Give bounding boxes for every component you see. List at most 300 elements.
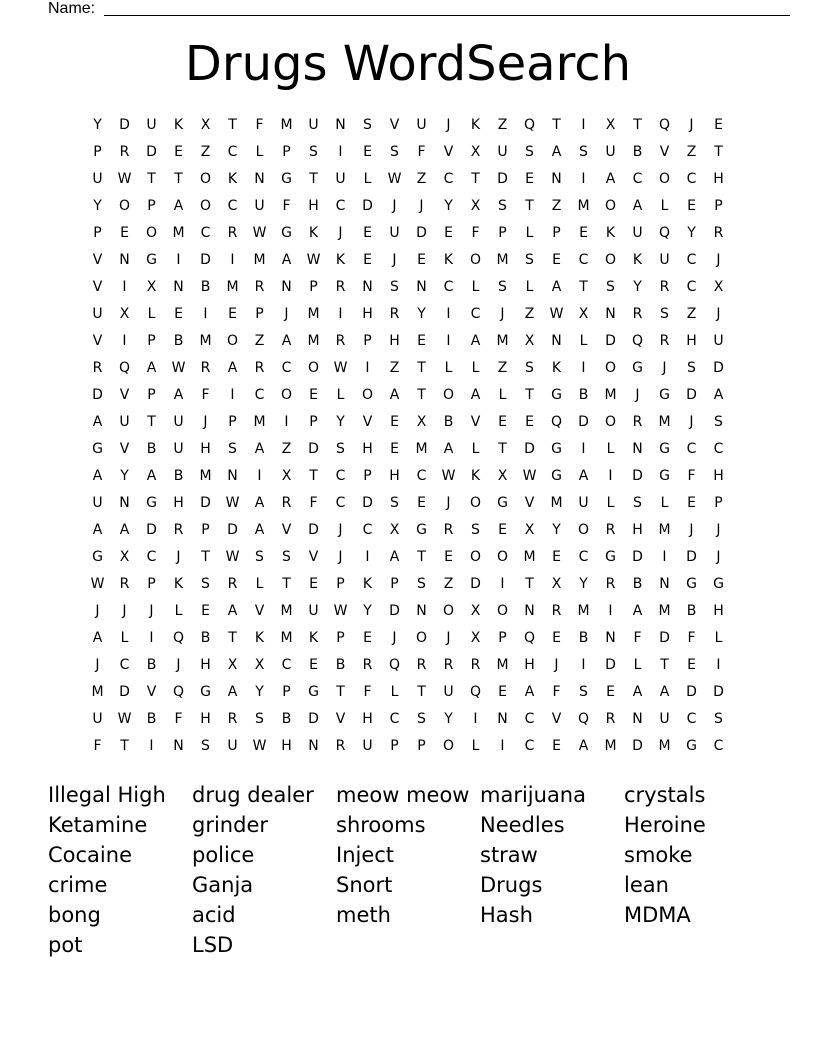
grid-letter: O [145,225,158,241]
grid-letter: F [201,387,210,403]
grid-letter: G [605,549,616,565]
name-label: Name: [48,0,96,17]
grid-letter: C [119,657,130,673]
grid-letter: A [173,387,184,403]
grid-letter: T [282,576,291,592]
grid-letter: R [92,360,103,376]
grid-letter: X [524,522,535,538]
grid-letter: R [119,576,130,592]
grid-letter: A [119,522,130,538]
grid-letter: R [416,657,427,673]
grid-letter: U [92,306,103,322]
grid-letter: N [362,279,373,295]
grid-row [84,168,732,195]
grid-letter: A [281,333,292,349]
grid-letter: U [92,711,103,727]
grid-letter: R [605,711,616,727]
grid-letter: S [390,279,399,295]
grid-letter: H [281,738,292,754]
grid-letter: T [525,387,534,403]
grid-row [84,249,732,276]
grid-letter: Q [388,657,401,673]
grid-letter: P [714,495,723,511]
grid-letter: X [227,657,238,673]
word-list-item: marijuana [480,783,586,807]
grid-letter: T [525,576,534,592]
grid-letter: J [446,495,451,511]
grid-letter: U [254,198,265,214]
grid-letter: F [309,495,318,511]
grid-letter: Z [281,441,292,457]
grid-letter: S [255,549,264,565]
grid-letter: Q [550,414,563,430]
grid-row [84,492,732,519]
grid-letter: Q [118,360,131,376]
grid-letter: D [632,549,643,565]
grid-row [84,222,732,249]
grid-letter: T [633,117,642,133]
grid-letter: U [659,711,670,727]
grid-letter: M [280,630,293,646]
word-list-item: MDMA [624,903,691,927]
grid-letter: V [119,387,130,403]
grid-letter: V [524,495,535,511]
grid-letter: O [226,333,239,349]
grid-letter: H [389,333,400,349]
grid-letter: J [338,522,343,538]
grid-letter: V [92,252,103,268]
grid-letter: H [200,441,211,457]
grid-letter: R [470,657,481,673]
grid-letter: A [227,684,238,700]
grid-letter: P [147,333,156,349]
grid-row [84,519,732,546]
grid-letter: F [471,225,480,241]
grid-letter: B [146,711,157,727]
grid-letter: P [714,198,723,214]
grid-letter: C [686,711,697,727]
grid-letter: R [443,657,454,673]
grid-letter: E [606,684,615,700]
grid-letter: S [498,198,507,214]
word-list [48,780,768,960]
grid-letter: Q [577,711,590,727]
grid-letter: I [203,306,208,322]
grid-letter: Q [469,684,482,700]
grid-letter: A [389,387,400,403]
grid-letter: N [659,576,670,592]
grid-letter: J [95,603,100,619]
grid-letter: D [416,225,427,241]
grid-letter: X [470,198,481,214]
grid-letter: L [147,306,156,322]
grid-letter: Y [633,279,642,295]
grid-letter: J [203,414,208,430]
grid-letter: J [149,603,154,619]
grid-letter: P [336,630,345,646]
grid-letter: H [362,306,373,322]
grid-letter: B [146,657,157,673]
grid-letter: A [578,468,589,484]
grid-letter: Y [93,198,102,214]
grid-letter: Z [551,198,562,214]
grid-letter: P [309,414,318,430]
grid-letter: L [606,495,615,511]
grid-letter: G [686,738,697,754]
grid-letter: N [551,333,562,349]
grid-letter: K [173,576,184,592]
grid-letter: T [417,549,426,565]
grid-letter: W [225,549,240,565]
grid-letter: T [147,414,156,430]
grid-row [84,114,732,141]
grid-letter: L [390,684,399,700]
grid-letter: N [497,711,508,727]
grid-letter: W [549,306,564,322]
grid-letter: M [658,738,671,754]
grid-letter: R [227,711,238,727]
grid-letter: T [336,684,345,700]
grid-letter: H [173,495,184,511]
grid-letter: K [443,252,454,268]
grid-letter: T [552,117,561,133]
grid-letter: G [659,387,670,403]
grid-letter: U [443,684,454,700]
grid-letter: G [551,468,562,484]
grid-letter: L [606,441,615,457]
grid-letter: P [255,306,264,322]
grid-letter: C [335,198,346,214]
grid-letter: C [524,711,535,727]
grid-letter: H [713,468,724,484]
grid-letter: I [230,252,235,268]
grid-letter: R [281,495,292,511]
grid-letter: J [689,522,694,538]
grid-letter: A [605,171,616,187]
grid-letter: X [119,306,130,322]
grid-letter: J [392,630,397,646]
grid-letter: V [146,684,157,700]
grid-letter: U [416,117,427,133]
grid-letter: D [308,522,319,538]
word-list-item: Illegal High [48,783,166,807]
grid-letter: R [605,576,616,592]
grid-letter: V [389,117,400,133]
grid-letter: G [200,684,211,700]
grid-letter: Z [686,144,697,160]
grid-letter: A [551,144,562,160]
grid-letter: L [471,279,480,295]
grid-row [84,465,732,492]
grid-letter: S [714,414,723,430]
grid-letter: D [308,441,319,457]
grid-letter: J [392,198,397,214]
grid-letter: G [659,468,670,484]
grid-row [84,330,732,357]
grid-letter: A [146,360,157,376]
grid-letter: F [93,738,102,754]
grid-letter: U [362,738,373,754]
grid-letter: M [604,738,617,754]
grid-letter: O [604,252,617,268]
grid-letter: U [389,225,400,241]
grid-letter: Y [579,576,588,592]
word-list-item: Inject [336,843,395,867]
grid-letter: W [90,576,105,592]
grid-letter: S [471,522,480,538]
grid-letter: S [714,711,723,727]
grid-letter: G [659,441,670,457]
grid-letter: T [417,387,426,403]
word-list-item: meow meow [336,783,470,807]
grid-letter: S [579,144,588,160]
grid-letter: Y [444,198,453,214]
grid-letter: E [498,522,507,538]
grid-letter: O [118,198,131,214]
word-list-item: acid [192,903,236,927]
grid-letter: S [228,441,237,457]
grid-letter: A [254,441,265,457]
grid-letter: J [338,549,343,565]
grid-letter: V [308,549,319,565]
grid-letter: F [363,684,372,700]
grid-letter: S [417,711,426,727]
grid-letter: D [524,441,535,457]
grid-letter: I [716,657,721,673]
grid-letter: R [389,306,400,322]
grid-letter: V [92,279,103,295]
grid-letter: N [254,171,265,187]
grid-letter: C [281,360,292,376]
grid-letter: J [446,630,451,646]
grid-letter: S [390,144,399,160]
grid-letter: U [92,171,103,187]
grid-letter: N [119,495,130,511]
grid-letter: A [146,468,157,484]
grid-letter: I [122,333,127,349]
grid-letter: A [281,252,292,268]
grid-letter: E [417,495,426,511]
grid-letter: V [92,333,103,349]
grid-letter: J [635,387,640,403]
word-list-item: straw [480,843,538,867]
grid-letter: C [254,387,265,403]
grid-letter: L [255,576,264,592]
grid-letter: A [254,522,265,538]
grid-letter: D [605,657,616,673]
grid-letter: M [604,387,617,403]
grid-letter: R [335,738,346,754]
grid-letter: L [120,630,129,646]
grid-letter: P [390,738,399,754]
grid-letter: P [498,225,507,241]
grid-letter: C [443,279,454,295]
grid-letter: I [608,603,613,619]
grid-row [84,681,732,708]
grid-letter: E [390,441,399,457]
grid-letter: E [552,252,561,268]
grid-letter: X [416,414,427,430]
grid-letter: B [146,441,157,457]
grid-letter: P [93,144,102,160]
grid-letter: Y [552,522,561,538]
word-list-item: pot [48,933,83,957]
grid-letter: I [446,306,451,322]
grid-letter: U [632,225,643,241]
grid-letter: U [659,252,670,268]
grid-letter: J [392,252,397,268]
grid-letter: T [201,549,210,565]
grid-letter: B [200,630,211,646]
grid-letter: F [174,711,183,727]
grid-letter: E [498,684,507,700]
grid-letter: T [498,441,507,457]
word-list-item: Needles [480,813,565,837]
grid-letter: D [308,711,319,727]
grid-letter: B [335,657,346,673]
word-list-item: meth [336,903,391,927]
grid-letter: J [716,549,721,565]
grid-letter: W [117,711,132,727]
grid-letter: D [578,414,589,430]
grid-letter: C [713,441,724,457]
grid-letter: T [660,657,669,673]
grid-letter: O [199,171,212,187]
grid-letter: D [686,549,697,565]
grid-letter: T [525,198,534,214]
grid-letter: M [172,225,185,241]
grid-letter: L [363,171,372,187]
grid-letter: Q [523,630,536,646]
grid-letter: E [444,549,453,565]
grid-letter: M [91,684,104,700]
grid-letter: T [309,171,318,187]
grid-letter: E [174,306,183,322]
grid-letter: B [173,333,184,349]
grid-letter: B [200,279,211,295]
word-list-item: bong [48,903,101,927]
grid-letter: S [255,711,264,727]
grid-letter: O [415,630,428,646]
grid-letter: O [496,549,509,565]
grid-letter: B [443,414,454,430]
word-list-item: drug dealer [192,783,314,807]
word-list-item: Cocaine [48,843,132,867]
grid-letter: P [93,225,102,241]
grid-letter: A [92,414,103,430]
grid-letter: U [227,738,238,754]
grid-letter: U [308,603,319,619]
grid-letter: N [605,630,616,646]
grid-letter: I [581,441,586,457]
grid-letter: J [446,117,451,133]
grid-letter: Z [686,306,697,322]
grid-letter: L [174,603,183,619]
grid-letter: E [363,252,372,268]
grid-letter: P [147,387,156,403]
grid-letter: S [633,495,642,511]
grid-letter: Z [443,576,454,592]
grid-letter: E [309,576,318,592]
grid-letter: K [632,252,643,268]
grid-letter: H [524,657,535,673]
grid-letter: K [308,630,319,646]
grid-letter: O [361,387,374,403]
grid-letter: J [176,549,181,565]
grid-letter: P [282,684,291,700]
grid-letter: L [633,657,642,673]
grid-letter: J [338,225,343,241]
grid-letter: S [336,441,345,457]
grid-letter: E [228,306,237,322]
grid-letter: S [201,738,210,754]
grid-letter: P [417,738,426,754]
grid-letter: N [632,441,643,457]
grid-letter: L [660,198,669,214]
grid-letter: Y [687,225,696,241]
grid-letter: N [281,279,292,295]
grid-letter: K [335,252,346,268]
grid-letter: J [662,360,667,376]
grid-letter: V [254,603,265,619]
grid-letter: N [335,117,346,133]
grid-letter: H [362,711,373,727]
grid-letter: D [119,684,130,700]
grid-letter: O [442,603,455,619]
grid-letter: A [92,630,103,646]
grid-letter: I [500,738,505,754]
grid-letter: S [417,576,426,592]
grid-letter: U [92,495,103,511]
grid-letter: Y [120,468,129,484]
grid-letter: J [554,657,559,673]
grid-letter: J [500,306,505,322]
grid-letter: E [687,198,696,214]
grid-letter: G [497,495,508,511]
grid-letter: M [280,117,293,133]
grid-letter: F [687,630,696,646]
grid-letter: D [200,495,211,511]
grid-letter: C [200,225,211,241]
grid-letter: G [281,171,292,187]
grid-letter: D [146,522,157,538]
grid-letter: X [497,468,508,484]
grid-letter: V [551,711,562,727]
grid-letter: U [146,117,157,133]
grid-row [84,600,732,627]
grid-letter: I [230,387,235,403]
grid-letter: T [228,117,237,133]
grid-letter: M [496,252,509,268]
grid-letter: O [577,522,590,538]
grid-letter: X [470,144,481,160]
grid-letter: M [496,333,509,349]
grid-letter: R [443,522,454,538]
word-list-item: Ganja [192,873,254,897]
word-list-item: smoke [624,843,693,867]
grid-letter: R [335,279,346,295]
grid-letter: O [442,738,455,754]
grid-letter: N [173,279,184,295]
grid-letter: S [201,576,210,592]
grid-letter: F [282,198,291,214]
grid-letter: L [444,360,453,376]
grid-letter: C [686,279,697,295]
grid-letter: B [281,711,292,727]
grid-row [84,546,732,573]
grid-letter: F [255,117,264,133]
grid-letter: I [149,738,154,754]
